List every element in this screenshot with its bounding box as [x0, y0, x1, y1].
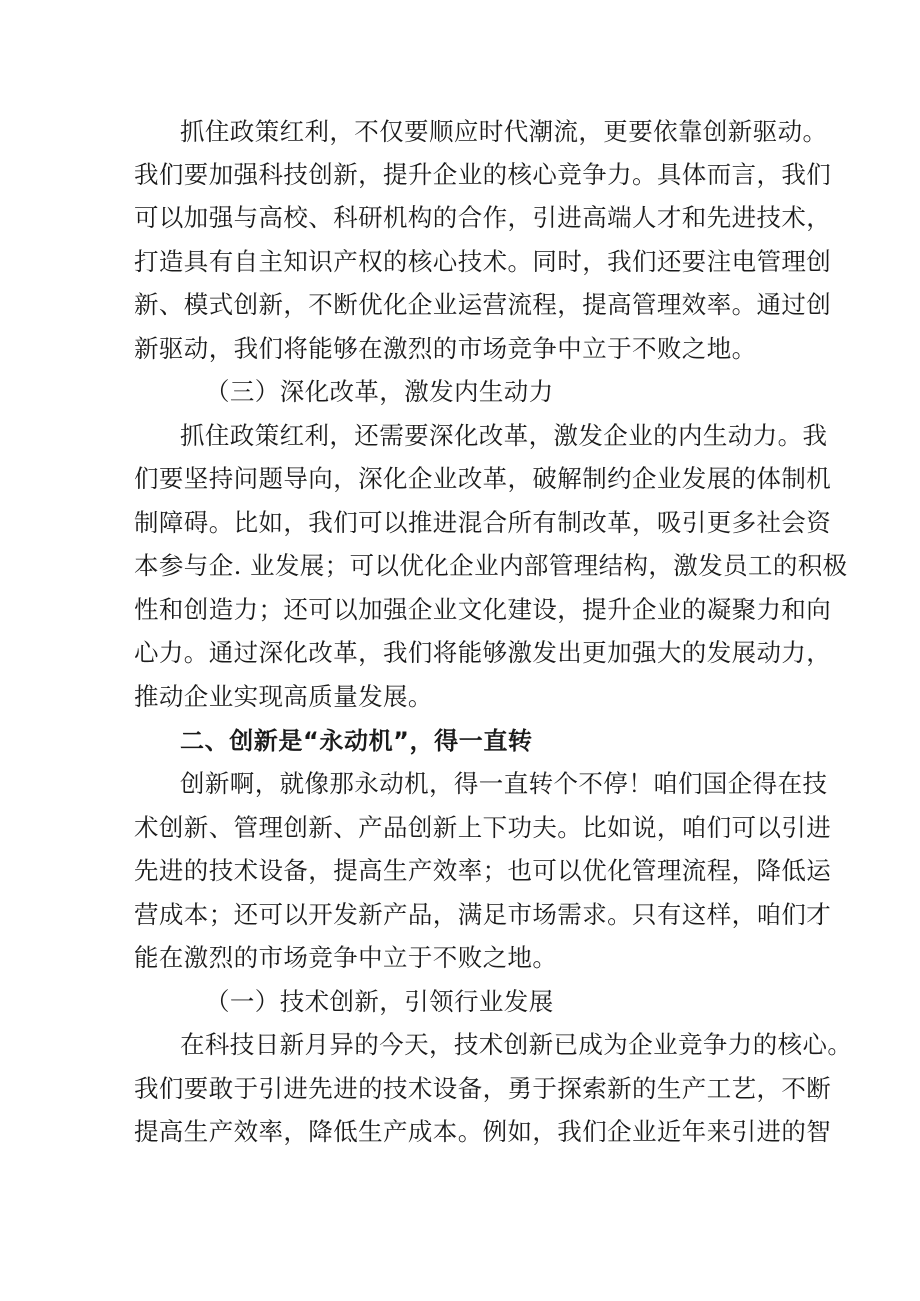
paragraph-line: 新驱动，我们将能够在激烈的市场竞争中立于不败之地。 [134, 334, 757, 363]
paragraph-line: 创新啊，就像那永动机，得一直转个不停！咱们国企得在技 [180, 769, 828, 798]
section-subheading: （一）技术创新，引领行业发展 [205, 987, 554, 1016]
paragraph-line: 营成本；还可以开发新产品，满足市场需求。只有这样，咱们才 [134, 900, 832, 929]
section-subheading: （三）深化改革，激发内生动力 [205, 377, 554, 406]
paragraph-line: 本参与企. 业发展；可以优化企业内部管理结构，激发员工的积极 [134, 551, 848, 580]
paragraph-line: 先进的技术设备，提高生产效率；也可以优化管理流程，降低运 [134, 856, 832, 885]
paragraph-line: 可以加强与高校、科研机构的合作，引进高端人才和先进技术， [134, 203, 832, 232]
paragraph-line: 在科技日新月异的今天，技术创新已成为企业竞争力的核心。 [180, 1030, 853, 1059]
paragraph-line: 新、模式创新，不断优化企业运营流程，提高管理效率。通过创 [134, 290, 832, 319]
paragraph-line: 心力。通过深化改革，我们将能够激发出更加强大的发展动力， [134, 638, 832, 667]
paragraph-line: 推动企业实现高质量发展。 [134, 682, 433, 711]
paragraph-line: 提高生产效率，降低生产成本。例如，我们企业近年来引进的智 [134, 1117, 832, 1146]
paragraph-line: 我们要敢于引进先进的技术设备，勇于探索新的生产工艺，不断 [134, 1074, 832, 1103]
section-heading: 二、创新是“永动机”，得一直转 [180, 727, 533, 755]
paragraph-line: 术创新、管理创新、产品创新上下功夫。比如说，咱们可以引进 [134, 813, 832, 842]
paragraph-line: 我们要加强科技创新，提升企业的核心竞争力。具体而言，我们 [134, 160, 832, 189]
paragraph-line: 能在激烈的市场竞争中立于不败之地。 [134, 943, 558, 972]
paragraph-line: 抓住政策红利，不仅要顺应时代潮流，更要依靠创新驱动。 [180, 117, 828, 146]
paragraph-line: 抓住政策红利，还需要深化改革，激发企业的内生动力。我 [180, 421, 828, 450]
paragraph-line: 们要坚持问题导向，深化企业改革，破解制约企业发展的体制机 [134, 464, 832, 493]
paragraph-line: 打造具有自主知识产权的核心技术。同时，我们还要注电管理创 [134, 247, 832, 276]
paragraph-line: 制障碍。比如，我们可以推进混合所有制改革，吸引更多社会资 [134, 508, 832, 537]
paragraph-line: 性和创造力；还可以加强企业文化建设，提升企业的凝聚力和向 [134, 595, 832, 624]
